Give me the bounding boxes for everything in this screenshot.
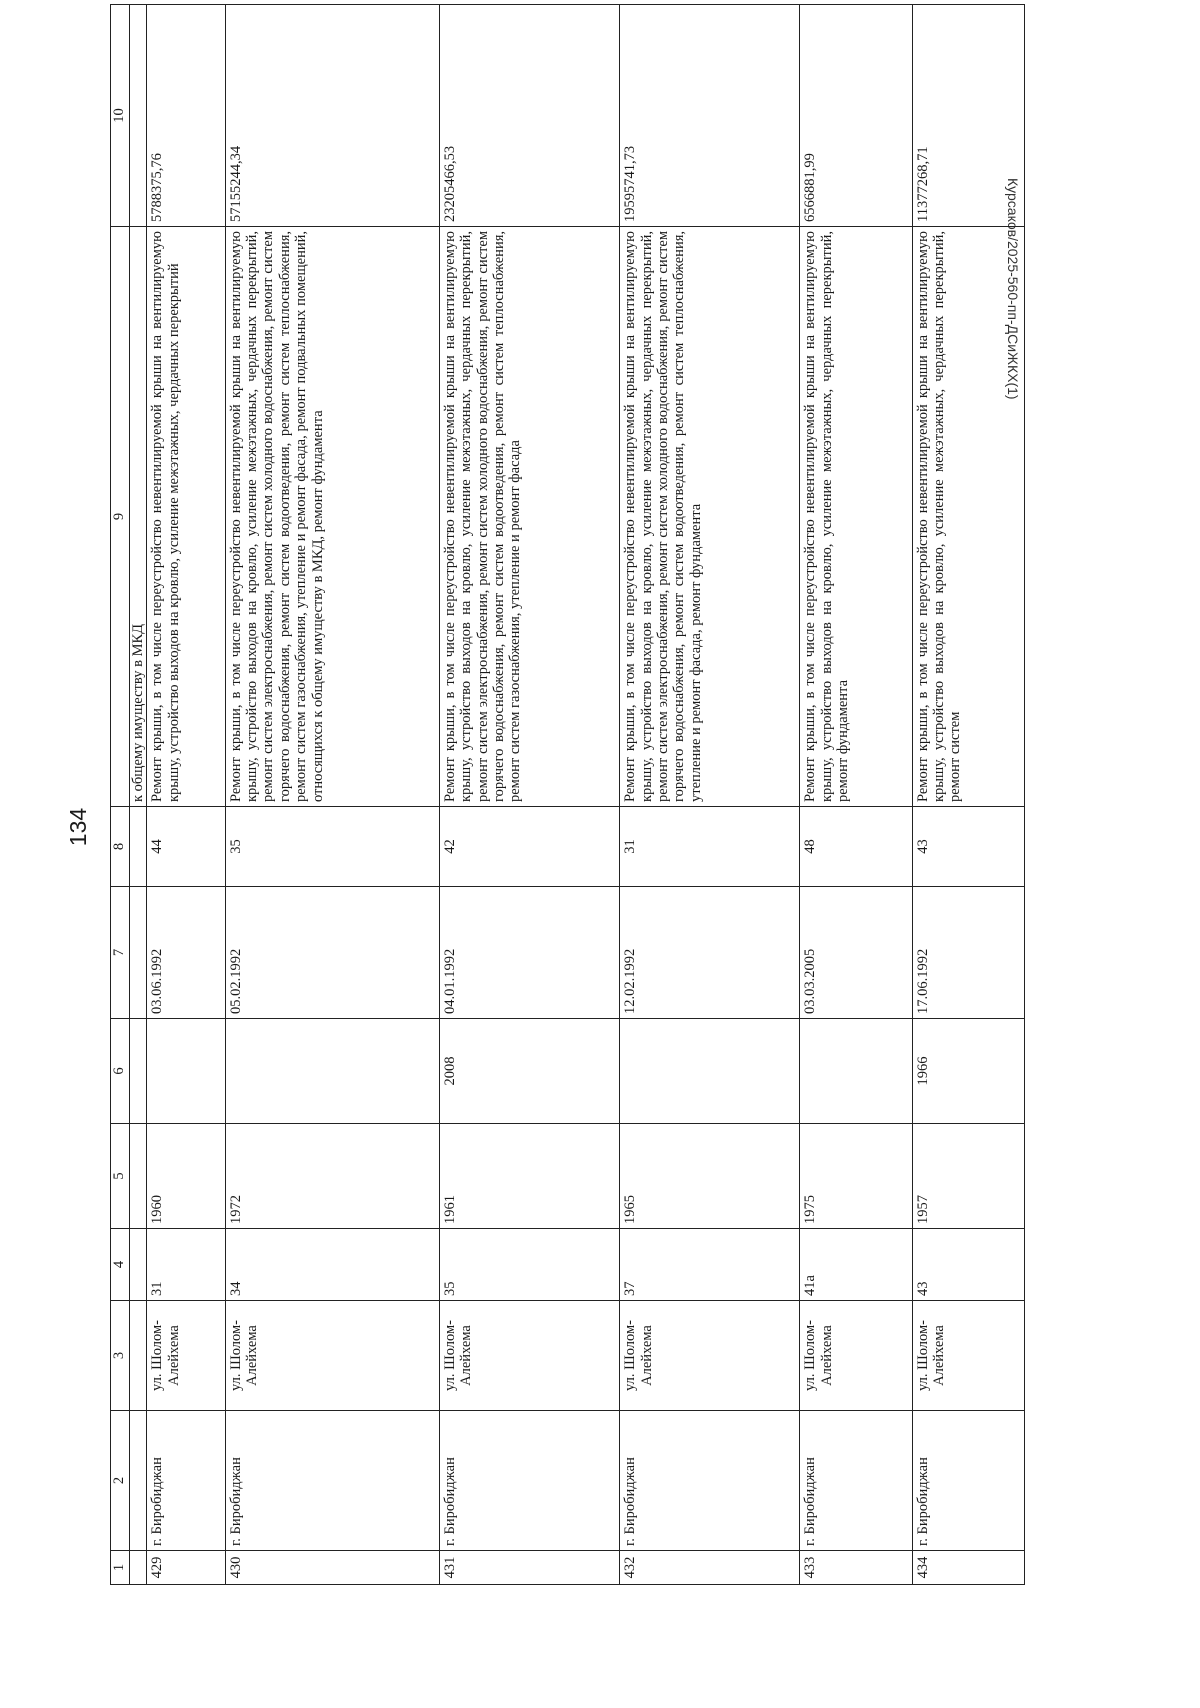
amount-cell: 6566881,99 <box>800 5 912 227</box>
row-number: 430 <box>225 1551 439 1585</box>
amount-cell: 57155244,34 <box>225 5 439 227</box>
row-number: 434 <box>912 1551 1024 1585</box>
count-cell: 35 <box>225 807 439 887</box>
date-cell: 03.03.2005 <box>800 887 912 1019</box>
continuation-text: к общему имуществу в МКД <box>130 227 147 807</box>
house-cell: 35 <box>439 1229 619 1301</box>
works-cell: Ремонт крыши, в том числе переустройство невентилируемой крыши на вентилируемую крышу, устройство выходов на кровлю, усиление межэтажных, чердачных перекрытий <box>147 227 225 807</box>
works-cell: Ремонт крыши, в том числе переустройство невентилируемой крыши на вентилируемую крышу, устройство выходов на кровлю, усиление межэтажных, чердачных перекрытий, ремонт систем <box>912 227 1024 807</box>
date-cell: 04.01.1992 <box>439 887 619 1019</box>
row-number: 429 <box>147 1551 225 1585</box>
column-number: 8 <box>111 807 130 887</box>
year-built-cell: 1961 <box>439 1124 619 1229</box>
house-cell: 31 <box>147 1229 225 1301</box>
table-row <box>620 5 800 1585</box>
year-built-cell: 1960 <box>147 1124 225 1229</box>
table-stage <box>110 5 1025 1585</box>
year-built-cell: 1975 <box>800 1124 912 1229</box>
house-cell: 34 <box>225 1229 439 1301</box>
year-built-cell: 1965 <box>620 1124 800 1229</box>
street-cell: ул. Шолом-Алейхема <box>912 1301 1024 1411</box>
works-cell: Ремонт крыши, в том числе переустройство невентилируемой крыши на вентилируемую крышу, устройство выходов на кровлю, усиление межэтажных, чердачных перекрытий, ремонт систем электроснабжения, ремонт систем холодного водоснабжения, ремонт систем горячего водоснабжения, ремонт систем водоотведения, ремонт систем теплоснабжения, ремонт систем газоснабжения, утепление и ремонт фасада, ремонт подвальных помещений, относящихся к общему имуществу в МКД, ремонт фундамента <box>225 227 439 807</box>
table-row <box>147 5 225 1585</box>
year-overhaul-cell: 1966 <box>912 1019 1024 1124</box>
count-cell: 48 <box>800 807 912 887</box>
table-row <box>225 5 439 1585</box>
column-number: 6 <box>111 1019 130 1124</box>
date-cell: 17.06.1992 <box>912 887 1024 1019</box>
column-number: 1 <box>111 1551 130 1585</box>
count-cell: 43 <box>912 807 1024 887</box>
date-cell: 05.02.1992 <box>225 887 439 1019</box>
city-cell: г. Биробиджан <box>800 1411 912 1551</box>
column-number: 2 <box>111 1411 130 1551</box>
works-cell: Ремонт крыши, в том числе переустройство невентилируемой крыши на вентилируемую крышу, устройство выходов на кровлю, усиление межэтажных, чердачных перекрытий, ремонт систем электроснабжения, ремонт систем холодного водоснабжения, ремонт систем горячего водоснабжения, ремонт систем водоотведения, ремонт систем теплоснабжения, ремонт систем газоснабжения, утепление и ремонт фасада <box>439 227 619 807</box>
row-number: 433 <box>800 1551 912 1585</box>
year-built-cell: 1972 <box>225 1124 439 1229</box>
street-cell: ул. Шолом-Алейхема <box>620 1301 800 1411</box>
street-cell: ул. Шолом-Алейхема <box>800 1301 912 1411</box>
count-cell: 44 <box>147 807 225 887</box>
house-cell: 43 <box>912 1229 1024 1301</box>
date-cell: 03.06.1992 <box>147 887 225 1019</box>
continuation-row <box>130 5 147 1585</box>
city-cell: г. Биробиджан <box>147 1411 225 1551</box>
year-built-cell: 1957 <box>912 1124 1024 1229</box>
city-cell: г. Биробиджан <box>620 1411 800 1551</box>
amount-cell: 23205466,53 <box>439 5 619 227</box>
amount-cell: 11377268,71 <box>912 5 1024 227</box>
year-overhaul-cell <box>225 1019 439 1124</box>
column-number: 7 <box>111 887 130 1019</box>
column-number: 9 <box>111 227 130 807</box>
page-number: 134 <box>65 807 91 847</box>
table-row <box>800 5 912 1585</box>
amount-cell: 19595741,73 <box>620 5 800 227</box>
table-row <box>439 5 619 1585</box>
document-reference: Курсаков/2025-560-пп-ДСиЖКХ(1) <box>1005 178 1021 400</box>
house-cell: 41а <box>800 1229 912 1301</box>
column-number: 3 <box>111 1301 130 1411</box>
row-number: 431 <box>439 1551 619 1585</box>
city-cell: г. Биробиджан <box>912 1411 1024 1551</box>
date-cell: 12.02.1992 <box>620 887 800 1019</box>
column-number: 5 <box>111 1124 130 1229</box>
year-overhaul-cell: 2008 <box>439 1019 619 1124</box>
repair-program-table <box>110 4 1025 1585</box>
column-number-row <box>111 5 130 1585</box>
count-cell: 31 <box>620 807 800 887</box>
table-row <box>912 5 1024 1585</box>
street-cell: ул. Шолом-Алейхема <box>147 1301 225 1411</box>
year-overhaul-cell <box>800 1019 912 1124</box>
column-number: 4 <box>111 1229 130 1301</box>
works-cell: Ремонт крыши, в том числе переустройство невентилируемой крыши на вентилируемую крышу, устройство выходов на кровлю, усиление межэтажных, чердачных перекрытий, ремонт фундамента <box>800 227 912 807</box>
house-cell: 37 <box>620 1229 800 1301</box>
works-cell: Ремонт крыши, в том числе переустройство невентилируемой крыши на вентилируемую крышу, устройство выходов на кровлю, усиление межэтажных, чердачных перекрытий, ремонт систем электроснабжения, ремонт систем холодного водоснабжения, ремонт систем горячего водоснабжения, ремонт систем водоотведения, ремонт систем теплоснабжения, утепление и ремонт фасада, ремонт фундамента <box>620 227 800 807</box>
count-cell: 42 <box>439 807 619 887</box>
column-number: 10 <box>111 5 130 227</box>
year-overhaul-cell <box>147 1019 225 1124</box>
city-cell: г. Биробиджан <box>439 1411 619 1551</box>
street-cell: ул. Шолом-Алейхема <box>225 1301 439 1411</box>
year-overhaul-cell <box>620 1019 800 1124</box>
city-cell: г. Биробиджан <box>225 1411 439 1551</box>
row-number: 432 <box>620 1551 800 1585</box>
street-cell: ул. Шолом-Алейхема <box>439 1301 619 1411</box>
amount-cell: 5788375,76 <box>147 5 225 227</box>
